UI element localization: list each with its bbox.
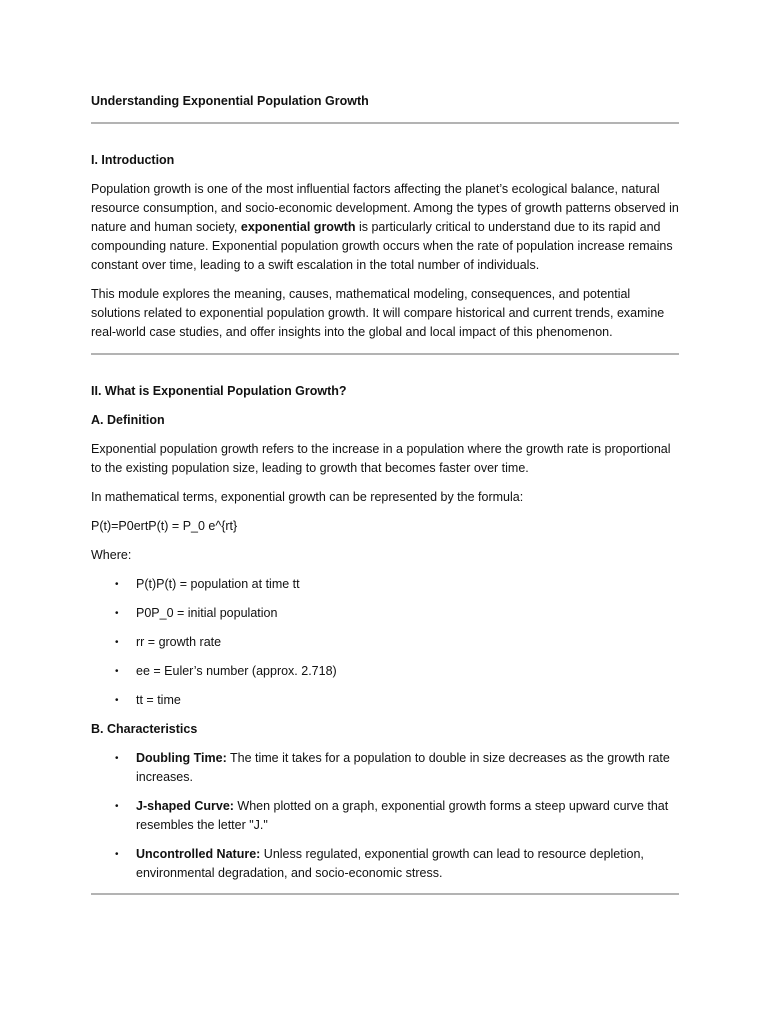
list-item (91, 575, 679, 594)
list-item-text: P0P_0 = initial population (136, 606, 278, 620)
definition-heading: A. Definition (91, 413, 165, 427)
intro-paragraph-1 (91, 180, 679, 275)
characteristics-heading: B. Characteristics (91, 722, 198, 736)
formula: P(t)=P0ertP(t) = P_0 e^{rt} (91, 519, 238, 533)
section-divider (91, 353, 679, 355)
bullet-icon: • (115, 637, 119, 648)
list-item-text: P(t)P(t) = population at time tt (136, 577, 300, 591)
list-item (91, 845, 679, 883)
list-item (91, 691, 679, 710)
list-item-text: The time it takes for a population to double in size decreases as the growth rate increases. (136, 751, 670, 784)
list-item-label: Uncontrolled Nature: (136, 847, 261, 861)
intro-paragraph-2: This module explores the meaning, causes, mathematical modeling, consequences, and potential solutions related to exponential population growth. It will compare historical and current trends, examine real-world case studies, and offer insights into the global and local impact of this phenomenon. (91, 287, 665, 339)
list-item (91, 604, 679, 623)
list-item-label: Doubling Time: (136, 751, 227, 765)
bullet-icon: • (115, 849, 119, 860)
document-body (91, 92, 679, 895)
list-item-label: J-shaped Curve: (136, 799, 234, 813)
list-item (91, 633, 679, 652)
intro-heading: I. Introduction (91, 153, 175, 167)
characteristics-list (91, 749, 679, 883)
list-item-text: tt = time (136, 693, 181, 707)
definition-paragraph: Exponential population growth refers to the increase in a population where the growth rate is proportional to the existing population size, leading to growth that becomes faster over time. (91, 442, 671, 475)
variable-list (91, 575, 679, 710)
list-item-text: rr = growth rate (136, 635, 222, 649)
list-item-text: ee = Euler’s number (approx. 2.718) (136, 664, 337, 678)
list-item (91, 662, 679, 681)
bullet-icon: • (115, 608, 119, 619)
document-title: Understanding Exponential Population Growth (91, 94, 369, 108)
bullet-icon: • (115, 801, 119, 812)
intro-paragraph-1-text-b: is particularly critical to understand due to its rapid and compounding nature. Exponential population growth occurs when the rate of population increase remains constant over time, leading to a swift escalation in the total number of individuals. (91, 220, 673, 272)
bullet-icon: • (115, 695, 119, 706)
section-divider (91, 122, 679, 124)
bullet-icon: • (115, 579, 119, 590)
list-item (91, 749, 679, 787)
list-item (91, 797, 679, 835)
list-item-text: Unless regulated, exponential growth can lead to resource depletion, environmental degradation, and socio-economic stress. (136, 847, 644, 880)
bullet-icon: • (115, 666, 119, 677)
where-label: Where: (91, 548, 132, 562)
list-item-text: When plotted on a graph, exponential growth forms a steep upward curve that resembles the letter "J." (136, 799, 669, 832)
bullet-icon: • (115, 753, 119, 764)
math-paragraph: In mathematical terms, exponential growth can be represented by the formula: (91, 490, 524, 504)
section-divider (91, 893, 679, 895)
intro-paragraph-1-text-a: Population growth is one of the most influential factors affecting the planet’s ecological balance, natural resource consumption, and socio-economic development. Among the types of growth patterns observed in nature and human society, (91, 182, 679, 234)
what-heading: II. What is Exponential Population Growth? (91, 384, 347, 398)
intro-paragraph-1-bold: exponential growth (240, 220, 356, 234)
